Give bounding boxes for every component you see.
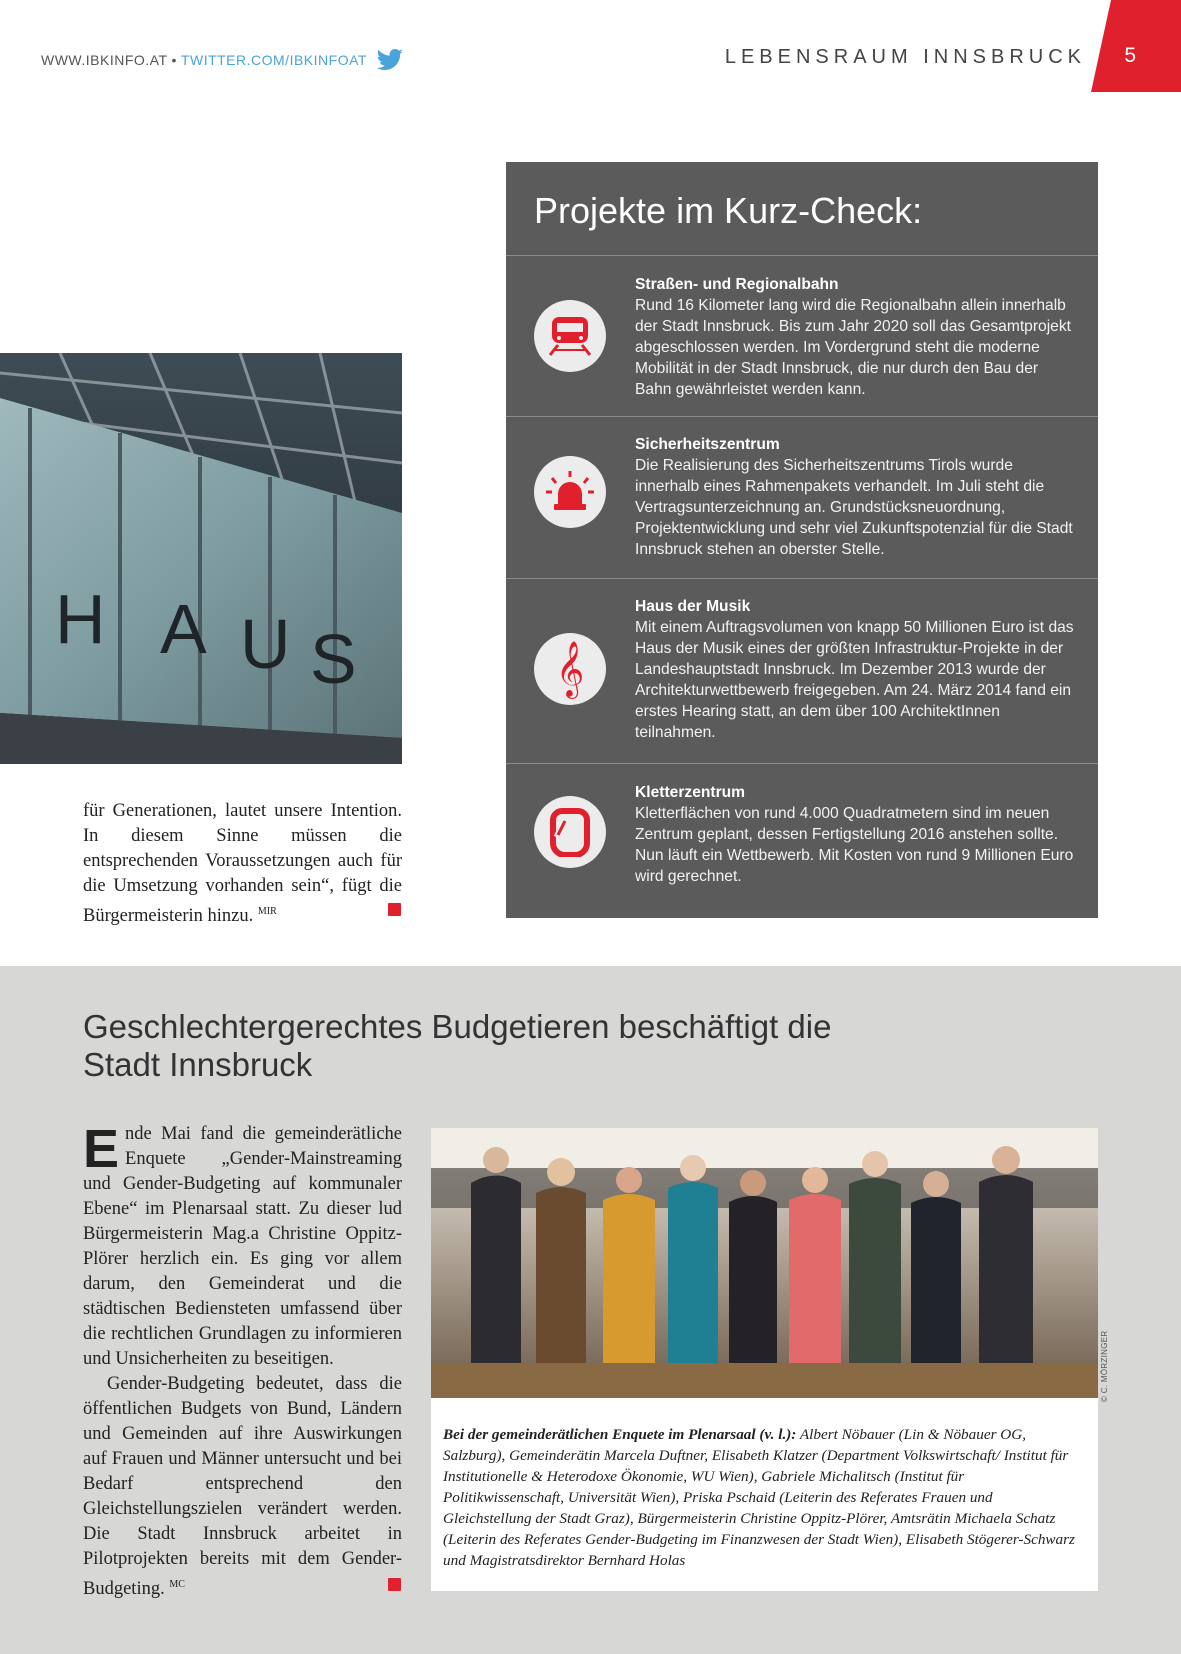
caption-text: Albert Nöbauer (Lin & Nöbauer OG, Salzburg), Gemeinderätin Marcela Duftner, Elisabeth Klatzer (Department Volkswirtschaft/ Institut für Institutionelle & Heterodoxe Ökonomie, WU Wien), Gabriele Michalitsch (Institut für Politikwissenschaft, Universität Wien), Priska Pschaid (Leiterin des Referates Frauen und Gleichstellung der Stadt Graz), Bürgermeisterin Christine Oppitz-Plörer, Amtsrätin Michaela Schatz (Leiterin des Referates Gender-Budgeting im Finanzwesen der Stadt Wien), Elisabeth Stögerer-Schwarz und Magistratsdirektor Bernhard Holas	[443, 1426, 1075, 1569]
project-item	[506, 416, 1098, 578]
project-description: Kletterflächen von rund 4.000 Quadratmetern sind im neuen Zentrum geplant, dessen Fertigstellung 2016 anstehen sollte. Nun läuft ein Wettbewerb. Mit Kosten von rund 9 Millionen Euro wird gerechnet.	[635, 805, 1074, 885]
separator: •	[171, 52, 177, 68]
twitter-bird-icon	[376, 49, 404, 71]
haus-building-photo	[0, 353, 402, 764]
page-number: 5	[1124, 44, 1136, 67]
kurz-check-box	[506, 162, 1098, 918]
twitter-link[interactable]: TWITTER.COM/IBKINFOAT	[180, 52, 367, 68]
article-headline: Geschlechtergerechtes Budgetieren beschäftigt die Stadt Innsbruck	[83, 1008, 832, 1083]
project-text	[635, 274, 1075, 400]
carabiner-icon	[534, 796, 606, 868]
end-marker	[388, 903, 401, 916]
site-link[interactable]: WWW.IBKINFO.AT	[41, 52, 168, 68]
photo-caption	[443, 1424, 1083, 1571]
intro-body: für Generationen, lautet unsere Intention. In diesem Sinne müssen die entsprechenden Voraussetzungen auch für die Umsetzung vorhanden sein“, fügt die Bürgermeisterin hinzu.	[83, 801, 402, 927]
paragraph	[83, 1119, 402, 1372]
project-description: Die Realisierung des Sicherheitszentrums Tirols wurde innerhalb eines Rahmenpakets verhandelt. Im Juli steht die Vertragsunterzeichnung an. Grundstücksneuordnung, Projektentwicklung und sehr viel Zukunftspotenzial für die Stadt Innsbruck stehen an oberster Stelle.	[635, 457, 1073, 558]
svg-text:A: A	[160, 590, 207, 668]
project-title: Straßen- und Regionalbahn	[635, 276, 839, 293]
end-marker	[388, 1578, 401, 1591]
project-item	[506, 763, 1098, 918]
author-initials: MC	[169, 1579, 185, 1590]
project-item	[506, 578, 1098, 763]
paragraph-text: nde Mai fand die gemeinderätliche Enquete „Gender-Mainstreaming und Gender-Budgeting auf kommunaler Ebene“ im Plenarsaal statt. Zu dieser lud Bürgermeisterin Mag.a Christine Oppitz-Plörer herzlich ein. Es ging vor allem darum, den Gemeinderat und die städtischen Bediensteten umfassend über die rechtlichen Grundlagen zu informieren und Unsicherheiten zu beseitigen.	[83, 1124, 402, 1369]
header-links	[41, 49, 404, 71]
kurz-check-title: Projekte im Kurz-Check:	[534, 190, 923, 231]
project-item	[506, 255, 1098, 416]
section-title: LEBENSRAUM INNSBRUCK	[724, 46, 1086, 68]
author-initials: MIR	[257, 906, 277, 917]
project-description: Rund 16 Kilometer lang wird die Regionalbahn allein innerhalb der Stadt Innsbruck. Bis zum Jahr 2020 soll das Gesamtprojekt abgeschlossen werden. Im Vordergrund steht die moderne Mobilität in der Stadt Innsbruck, die nur durch den Bau der Bahn gewährleistet werden kann.	[635, 297, 1071, 398]
article-body	[83, 1119, 402, 1602]
group-photo	[431, 1128, 1098, 1398]
project-text	[635, 596, 1075, 743]
photo-credit: © C. MÖRZINGER	[1100, 1330, 1109, 1402]
intro-text	[83, 799, 402, 929]
project-text	[635, 782, 1075, 887]
project-text	[635, 434, 1075, 560]
svg-text:S: S	[310, 620, 357, 698]
paragraph-text: Gender-Budgeting bedeutet, dass die öffentlichen Budgets von Bund, Ländern und Gemeinden auf ihre Auswirkungen auf Frauen und Männer untersucht und bei Bedarf entsprechend den Gleichstellungszielen verändert werden. Die Stadt Innsbruck arbeitet in Pilotprojekten bereits mit dem Gender-Budgeting.	[83, 1374, 402, 1600]
project-title: Haus der Musik	[635, 598, 751, 615]
svg-text:H: H	[55, 580, 106, 658]
caption-lead: Bei der gemeinderätlichen Enquete im Plenarsaal (v. l.):	[443, 1426, 797, 1443]
project-title: Kletterzentrum	[635, 784, 746, 801]
treble-clef-icon: 𝄞	[534, 633, 606, 705]
paragraph	[83, 1372, 402, 1602]
project-title: Sicherheitszentrum	[635, 436, 780, 453]
drop-cap: E	[83, 1119, 120, 1179]
project-description: Mit einem Auftragsvolumen von knapp 50 Millionen Euro ist das Haus der Musik eines der größten Infrastruktur-Projekte in der Landeshauptstadt Innsbruck. Im Dezember 2013 wurde der Architekturwettbewerb freigegeben. Am 24. März 2014 fand ein erstes Hearing statt, an dem über 100 ArchitektInnen teilnahmen.	[635, 619, 1074, 741]
page-number-tab	[1091, 0, 1181, 92]
train-icon	[534, 300, 606, 372]
siren-icon	[534, 456, 606, 528]
photo-caption-box	[431, 1398, 1098, 1591]
svg-text:U: U	[240, 605, 291, 683]
